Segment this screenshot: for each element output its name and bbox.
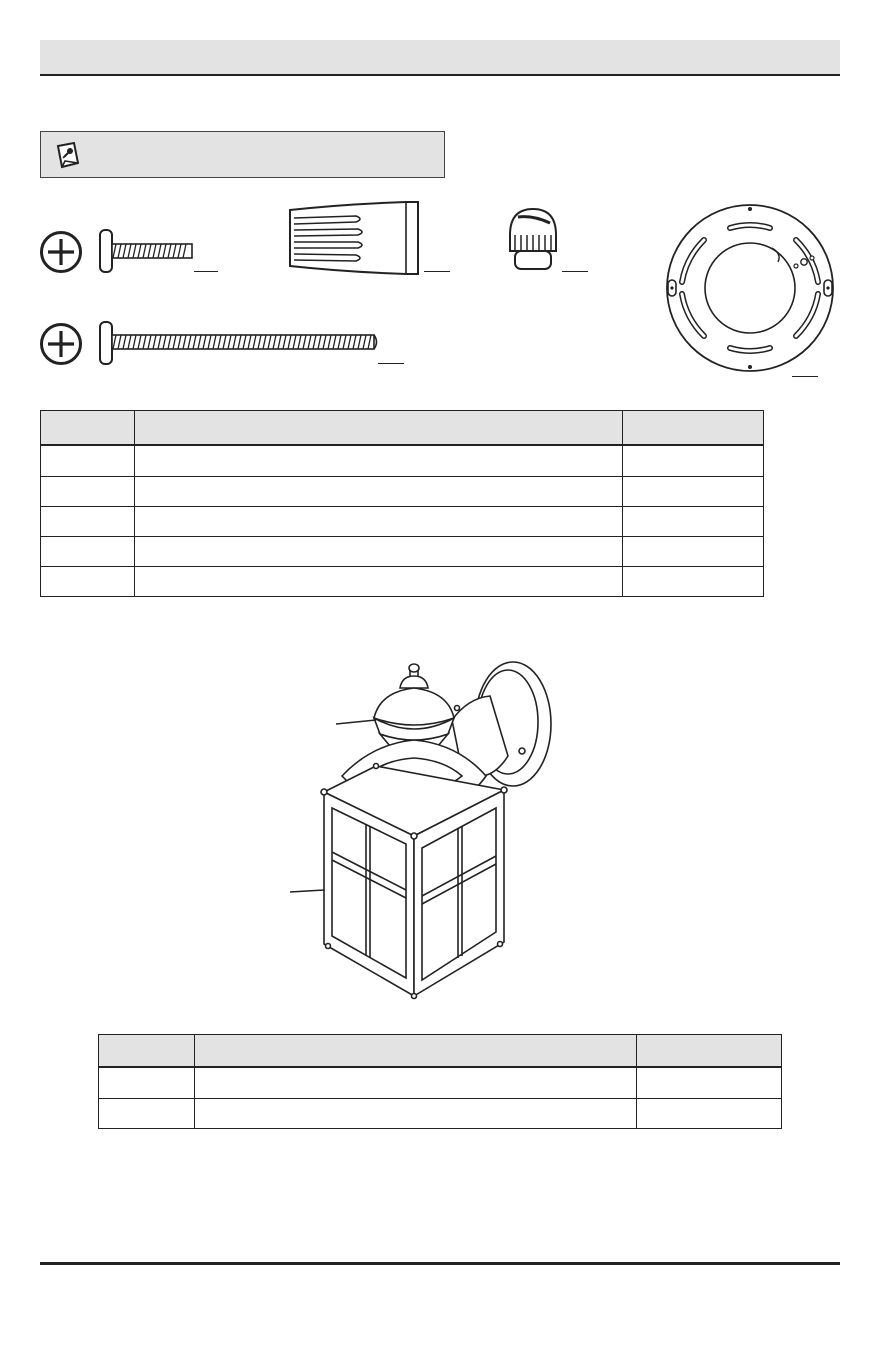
- note-box: [40, 131, 445, 178]
- table-cell: [623, 537, 764, 567]
- phillips-screwdriver-icon: [39, 322, 83, 366]
- table-row: [41, 445, 764, 477]
- table-cell: [41, 477, 135, 507]
- quantity-line-cap-nut: [562, 271, 588, 272]
- package-contents-table: [98, 1034, 782, 1129]
- table-header-cell: [637, 1035, 782, 1067]
- table-cell: [135, 477, 623, 507]
- quantity-line-short-screw: [194, 271, 218, 272]
- table-cell: [195, 1067, 637, 1099]
- table-row: [41, 537, 764, 567]
- table-cell: [41, 567, 135, 597]
- mounting-plate-image: [664, 198, 836, 378]
- table-cell: [41, 445, 135, 477]
- hardware-contents-table: [40, 410, 764, 597]
- table-header-cell: [41, 411, 135, 445]
- table-cell: [41, 507, 135, 537]
- table-cell: [623, 507, 764, 537]
- table-cell: [623, 567, 764, 597]
- table-header-row: [99, 1035, 782, 1067]
- long-screw-image: [98, 320, 380, 368]
- phillips-screwdriver-icon: [39, 230, 83, 274]
- table-cell: [623, 445, 764, 477]
- table-cell: [135, 445, 623, 477]
- table-cell: [195, 1099, 637, 1129]
- table-header-cell: [195, 1035, 637, 1067]
- table-cell: [135, 507, 623, 537]
- table-cell: [637, 1067, 782, 1099]
- quantity-line-wire-connector: [424, 271, 450, 272]
- table-row: [99, 1099, 782, 1129]
- table-cell: [637, 1099, 782, 1129]
- table-header-row: [41, 411, 764, 445]
- table-header-cell: [623, 411, 764, 445]
- quantity-line-long-screw: [378, 363, 404, 364]
- footer-rule: [40, 1262, 840, 1265]
- table-header-cell: [135, 411, 623, 445]
- table-row: [41, 507, 764, 537]
- table-cell: [41, 537, 135, 567]
- short-screw-image: [98, 228, 198, 276]
- wire-connector-image: [286, 200, 422, 276]
- cap-nut-image: [506, 205, 560, 275]
- quantity-line-mounting-plate: [792, 376, 818, 377]
- table-row: [41, 477, 764, 507]
- table-row: [41, 567, 764, 597]
- table-cell: [135, 567, 623, 597]
- lantern-fixture-image: [280, 660, 570, 1000]
- table-cell: [623, 477, 764, 507]
- table-cell: [99, 1099, 195, 1129]
- header-bar: [40, 40, 840, 76]
- note-pushpin-icon: [53, 140, 83, 170]
- table-cell: [99, 1067, 195, 1099]
- table-cell: [135, 537, 623, 567]
- table-header-cell: [99, 1035, 195, 1067]
- table-row: [99, 1067, 782, 1099]
